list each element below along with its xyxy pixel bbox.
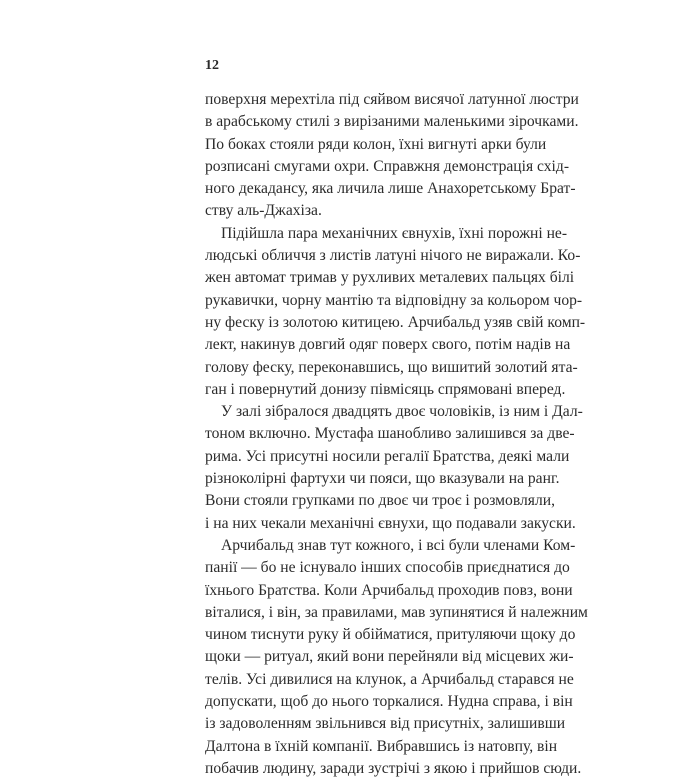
text-line: По боках стояли ряди колон, їхні вигнуті арки були xyxy=(205,135,547,153)
body-text xyxy=(205,89,588,780)
text-line: віталися, і він, за правилами, мав зупинятися й належним xyxy=(205,603,588,621)
text-line: допускати, щоб до нього торкалися. Нудна справа, і він xyxy=(205,693,573,711)
text-line: в арабському стилі з вирізаними маленькими зірочками. xyxy=(205,113,579,131)
text-line: побачив людину, заради зустрічі з якою і прийшов сюди. xyxy=(205,759,582,777)
text-line: і на них чекали механічні євнухи, що подавали закуски. xyxy=(205,514,576,532)
text-line: Підійшла пара механічних євнухів, їхні порожні не- xyxy=(221,224,568,242)
text-line: Арчибальд знав тут кожного, і всі були членами Ком- xyxy=(221,536,576,554)
text-line: розписані смугами охри. Справжня демонстрація схід- xyxy=(205,157,570,175)
page-number: 12 xyxy=(205,58,219,73)
text-line: У залі зібралося двадцять двоє чоловіків, із ним і Дал- xyxy=(221,403,583,421)
text-line: рукавички, чорну мантію та відповідну за кольором чор- xyxy=(205,291,583,309)
paragraph xyxy=(205,223,586,401)
text-line: голову феску, переконавшись, що вишитий золотий ята- xyxy=(205,358,578,376)
text-line: щоки — ритуал, який вони перейняли від місцевих жи- xyxy=(205,648,574,666)
text-line: із задоволенням звільнився від присутніх, залишивши xyxy=(205,715,566,733)
text-line: поверхня мерехтіла під сяйвом висячої латунної люстри xyxy=(205,91,579,108)
text-line: ного декадансу, яка личила лише Анахоретському Брат- xyxy=(205,180,576,198)
text-line: їхнього Братства. Коли Арчибальд проходив повз, вони xyxy=(205,581,573,599)
paragraph xyxy=(205,401,583,535)
text-line: лект, накинув довгий одяг поверх свого, потім надів на xyxy=(205,336,571,354)
paragraph xyxy=(205,535,588,780)
text-line: чином тиснути руку й обійматися, притуляючи щоку до xyxy=(205,626,576,644)
text-line: ству аль-Джахіза. xyxy=(205,202,322,220)
text-line: ган і повернутий донизу півмісяць спрямовані вперед. xyxy=(205,380,566,398)
paragraph xyxy=(205,89,579,223)
text-line: ну феску із золотою китицею. Арчибальд узяв свій комп- xyxy=(205,313,586,331)
text-line: людські обличчя з листів латуні нічого не виражали. Ко- xyxy=(205,247,581,265)
text-line: тоном включно. Мустафа шанобливо залишився за две- xyxy=(205,425,575,443)
text-line: панії — бо не існувало інших способів приєднатися до xyxy=(205,559,570,577)
text-line: Вони стояли групками по двоє чи троє і розмовляли, xyxy=(205,492,555,510)
text-line: Далтона в їхній компанії. Вибравшись із натовпу, він xyxy=(205,737,558,755)
text-line: жен автомат тримав у рухливих металевих пальцях білі xyxy=(205,269,575,287)
text-line: телів. Усі дивилися на клунок, а Арчибальд старався не xyxy=(205,670,574,688)
text-line: рима. Усі присутні носили регалії Братства, деякі мали xyxy=(205,447,570,465)
text-line: різноколірні фартухи чи пояси, що вказували на ранг. xyxy=(205,470,560,488)
